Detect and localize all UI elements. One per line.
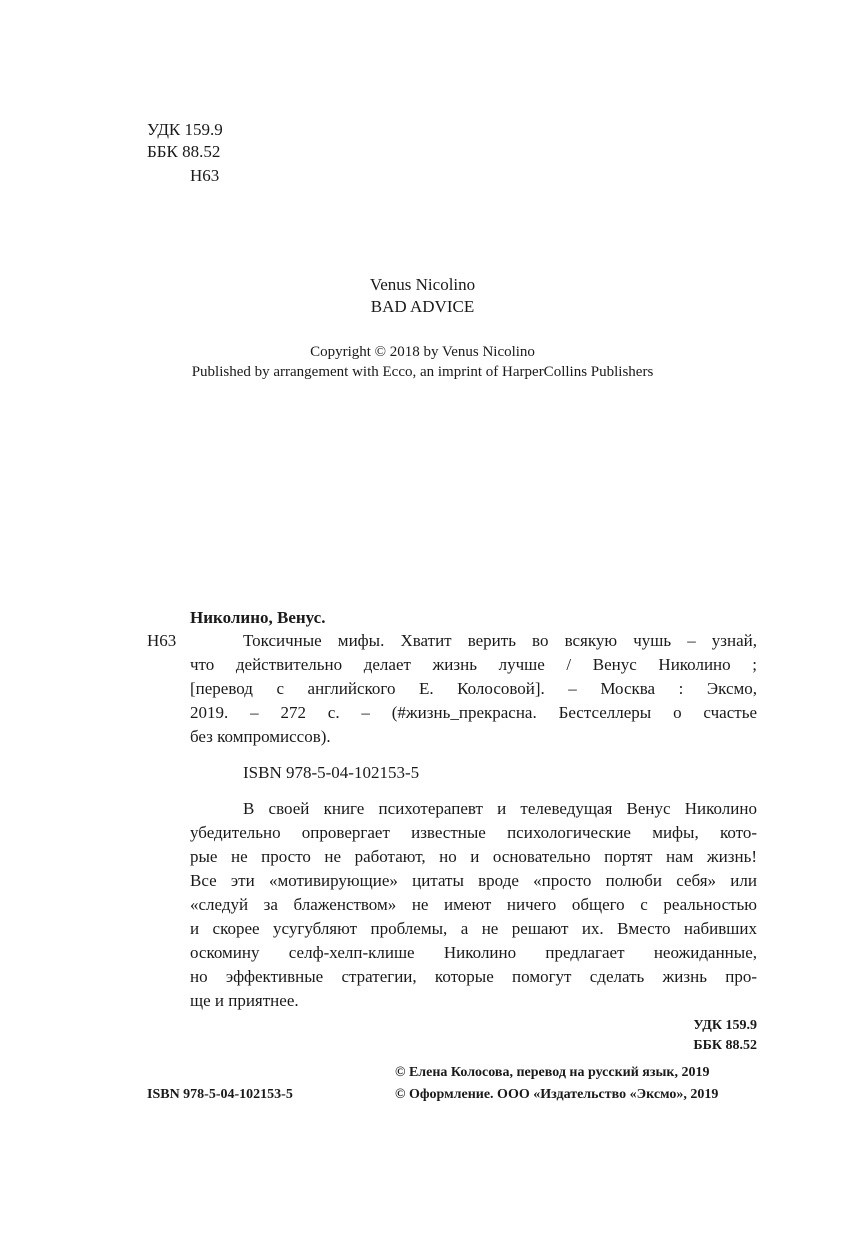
annotation-line: ще и приятнее. — [190, 991, 299, 1010]
annotation-line: оскомину селф-хелп-клише Николино предлагает неожиданные, — [190, 943, 757, 962]
annotation-line: В своей книге психотерапевт и телеведущая Венус Николино — [243, 799, 757, 818]
annotation-line: убедительно опровергает известные психологические мифы, кото- — [190, 823, 757, 842]
author-mark: Н63 — [190, 166, 220, 185]
copyright-translation: © Елена Колосова, перевод на русский язык, 2019 — [395, 1065, 710, 1080]
catalog-isbn: ISBN 978-5-04-102153-5 — [243, 763, 420, 782]
catalog-line: без компромиссов). — [190, 727, 331, 746]
catalog-heading: Николино, Венус. — [190, 608, 326, 627]
catalog-line: 2019. – 272 с. – (#жизнь_прекрасна. Бестселлеры о счастье — [190, 703, 757, 722]
bbk-code: ББК 88.52 — [147, 142, 221, 161]
copyright-design: © Оформление. ООО «Издательство «Эксмо», 2019 — [395, 1087, 719, 1102]
footer-isbn: ISBN 978-5-04-102153-5 — [147, 1087, 293, 1102]
original-title: BAD ADVICE — [370, 297, 475, 316]
annotation-line: рые не просто не работают, но и основательно портят нам жизнь! — [190, 847, 757, 866]
catalog-line: Токсичные мифы. Хватит верить во всякую чушь – узнай, — [243, 631, 757, 650]
catalog-line: что действительно делает жизнь лучше / Венус Николино ; — [190, 655, 757, 674]
original-author: Venus Nicolino — [369, 275, 476, 294]
footer-udk: УДК 159.9 — [693, 1018, 757, 1033]
footer-bbk: ББК 88.52 — [693, 1038, 757, 1053]
copyright-line: Copyright © 2018 by Venus Nicolino — [310, 344, 535, 360]
catalog-line: [перевод с английского Е. Колосовой]. – Москва : Эксмо, — [190, 679, 757, 698]
annotation-line: «следуй за блаженством» не имеют ничего общего с реальностью — [190, 895, 757, 914]
udk-code: УДК 159.9 — [147, 120, 223, 139]
annotation-line: но эффективные стратегии, которые помогут сделать жизнь про- — [190, 967, 757, 986]
catalog-mark: Н63 — [147, 631, 177, 650]
annotation-line: Все эти «мотивирующие» цитаты вроде «просто полюби себя» или — [190, 871, 757, 890]
published-line: Published by arrangement with Ecco, an imprint of HarperCollins Publishers — [191, 364, 654, 380]
annotation-line: и скорее усугубляют проблемы, а не решают их. Вместо набивших — [190, 919, 757, 938]
